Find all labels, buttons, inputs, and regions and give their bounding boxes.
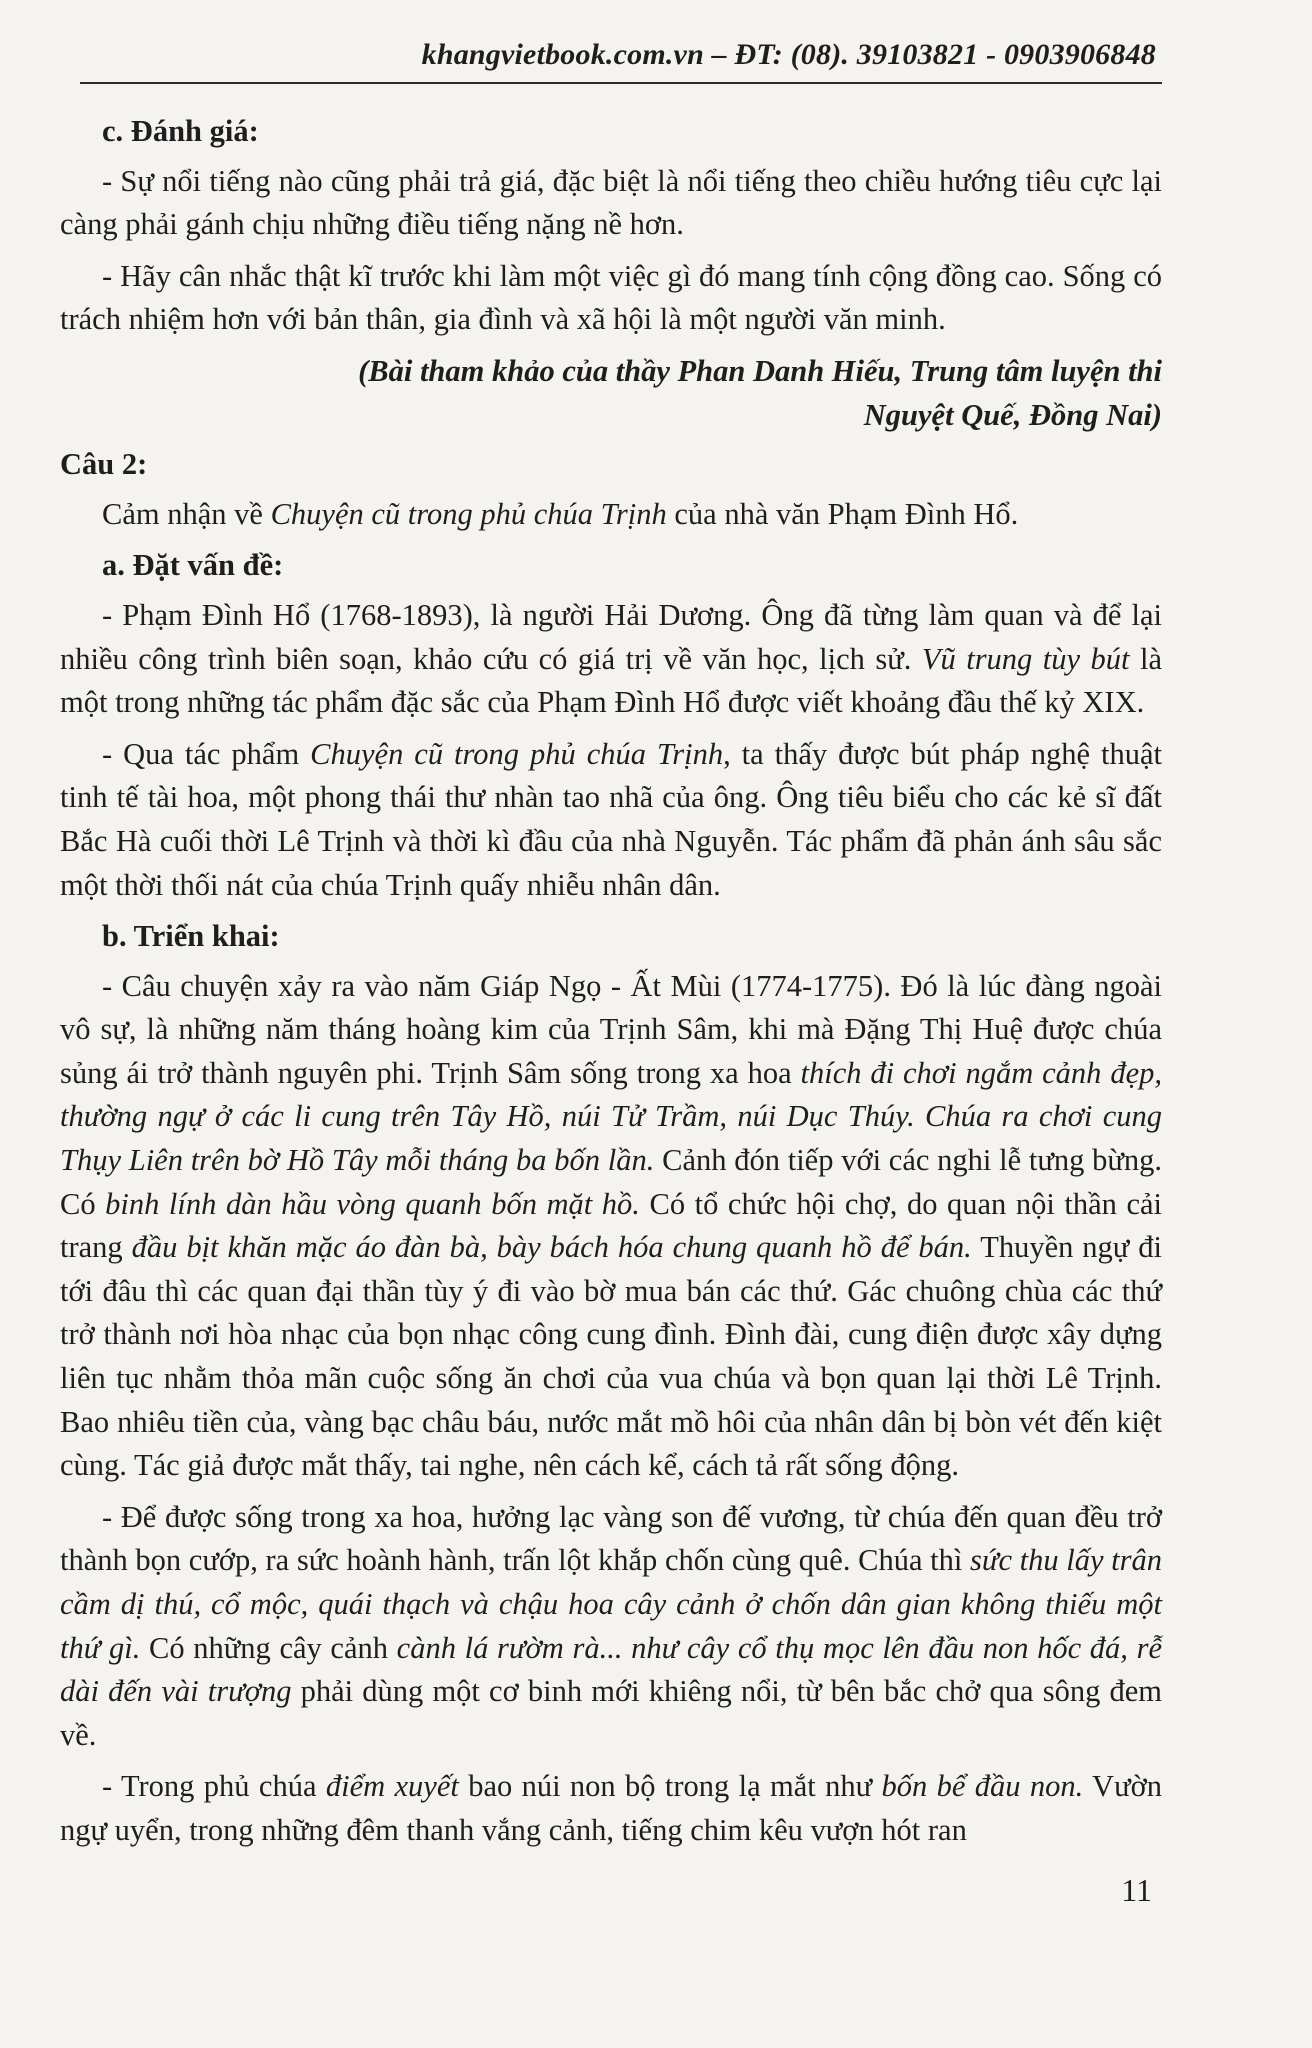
text-run: Thuyền ngự đi tới đâu thì các quan đại thần tùy ý đi vào bờ mua bán các thứ. Gác chuông chùa các thứ trở thành nơi hòa nhạc của bọn nhạc công cung đình. Đình đài, cung điện được xây dựng liên tục nhằm thỏa mãn cuộc sống ăn chơi của vua chúa và bọn quan lại thời Lê Trịnh. Bao nhiêu tiền của, vàng bạc châu báu, nước mắt mồ hôi của nhân dân bị bòn vét đến kiệt cùng. Tác giả được mắt thấy, tai nghe, nên cách kể, cách tả rất sống động. [60,1230,1163,1483]
section-b-paragraph-3 [60,1765,1162,1852]
text-run: - Câu chuyện xảy ra vào năm Giáp Ngọ - Ất Mùi (1774-1775). Đó là lúc đàng ngoài vô sự, là những năm tháng hoàng kim của Trịnh Sâm, khi mà Đặng Thị Huệ được chúa sủng ái trở thành nguyên phi. Trịnh Sâm sống trong xa hoa [60,968,1162,1090]
section-c-paragraph-1: - Sự nổi tiếng nào cũng phải trả giá, đặc biệt là nổi tiếng theo chiều hướng tiêu cực lại càng phải gánh chịu những điều tiếng nặng nề hơn. [60,163,1162,242]
section-b-paragraph-2 [60,1496,1162,1758]
italic-run: binh lính dàn hầu vòng quanh bốn mặt hồ. [105,1186,640,1221]
page-header: khangvietbook.com.vn – ĐT: (08). 39103821 - 0903906848 [421,38,1156,71]
text-run: Có tổ chức hội chợ, do quan nội thần cải trang [60,1186,1162,1265]
section-b-paragraph-1 [60,965,1162,1488]
section-c-paragraph-2: - Hãy cân nhắc thật kĩ trước khi làm một việc gì đó mang tính cộng đồng cao. Sống có trách nhiệm hơn với bản thân, gia đình và xã hội là một người văn minh. [60,258,1162,337]
italic-run: Chuyện cũ trong phủ chúa Trịnh [310,736,724,771]
italic-run: điểm xuyết [325,1769,459,1804]
header-rule [80,82,1162,84]
intro-text-end: của nhà văn Phạm Đình Hổ. [666,496,1019,531]
italic-run: cành lá rườm rà... như cây cổ thụ mọc lên đầu non hốc đá, rễ dài đến vài trượng [60,1630,1162,1709]
italic-run: đầu bịt khăn mặc áo đàn bà, bày bách hóa chung quanh hồ để bán. [131,1230,972,1265]
question-2-heading: Câu 2: [60,447,148,482]
text-run: là một trong những tác phẩm đặc sắc của Phạm Đình Hổ được viết khoảng đầu thế kỷ XIX. [60,641,1162,720]
text-run: - Để được sống trong xa hoa, hưởng lạc vàng son đế vương, từ chúa đến quan đều trở thành bọn cướp, ra sức hoành hành, trấn lột khắp chốn cùng quê. Chúa thì [60,1499,1162,1578]
citation [60,350,1162,437]
section-b-heading: b. Triển khai: [102,919,280,954]
text-run: - Phạm Đình Hổ (1768-1893), là người Hải Dương. Ông đã từng làm quan và để lại nhiều công trình biên soạn, khảo cứu có giá trị về văn học, lịch sử. [60,597,1162,676]
text-run: - Qua tác phẩm [102,736,311,771]
section-a-paragraph-1 [60,594,1162,725]
citation-line-1: (Bài tham khảo của thầy Phan Danh Hiếu, Trung tâm luyện thi [358,353,1162,388]
text-run: phải dùng một cơ binh mới khiêng nổi, từ bên bắc chở qua sông đem về. [60,1674,1162,1752]
text-run: Cảnh đón tiếp với các nghi lễ tưng bừng. Có [60,1143,1162,1221]
question-2-intro [60,493,1162,537]
text-run: Vườn ngự uyển, trong những đêm thanh vắng cảnh, tiếng chim kêu vượn hót ran [60,1769,1162,1847]
text-run: - Trong phủ chúa [102,1769,326,1804]
citation-line-2: Nguyệt Quế, Đồng Nai) [863,397,1162,432]
italic-run: thích đi chơi ngắm cảnh đẹp, thường ngự ở các li cung trên Tây Hồ, núi Tử Trầm, núi Dục Thúy. Chúa ra chơi cung Thụy Liên trên bờ Hồ Tây mỗi tháng ba bốn lần. [60,1055,1162,1178]
text-run: bao núi non bộ trong lạ mắt như [458,1769,882,1804]
italic-run: Vũ trung tùy bút [921,641,1130,676]
text-run: , ta thấy được bút pháp nghệ thuật tinh tế tài hoa, một phong thái thư nhàn tao nhã của ông. Ông tiêu biểu cho các kẻ sĩ đất Bắc Hà cuối thời Lê Trịnh và thời kì đầu của nhà Nguyễn. Tác phẩm đã phản ánh sâu sắc một thời thối nát của chúa Trịnh quấy nhiễu nhân dân. [60,736,1162,902]
italic-run: sức thu lấy trân cầm dị thú, cổ mộc, quái thạch và chậu hoa cây cảnh ở chốn dân gian không thiếu một thứ gì. [60,1543,1162,1665]
text-run: Có những cây cảnh [140,1630,397,1665]
page-content [60,110,1162,1861]
section-c-heading: c. Đánh giá: [102,114,259,148]
section-a-paragraph-2 [60,733,1162,907]
page-number: 11 [1121,1872,1152,1908]
intro-text: Cảm nhận về [102,496,271,531]
italic-run: bốn bể đầu non. [881,1769,1084,1804]
intro-work-title: Chuyện cũ trong phủ chúa Trịnh [270,496,667,531]
section-a-heading: a. Đặt vấn đề: [102,548,284,583]
